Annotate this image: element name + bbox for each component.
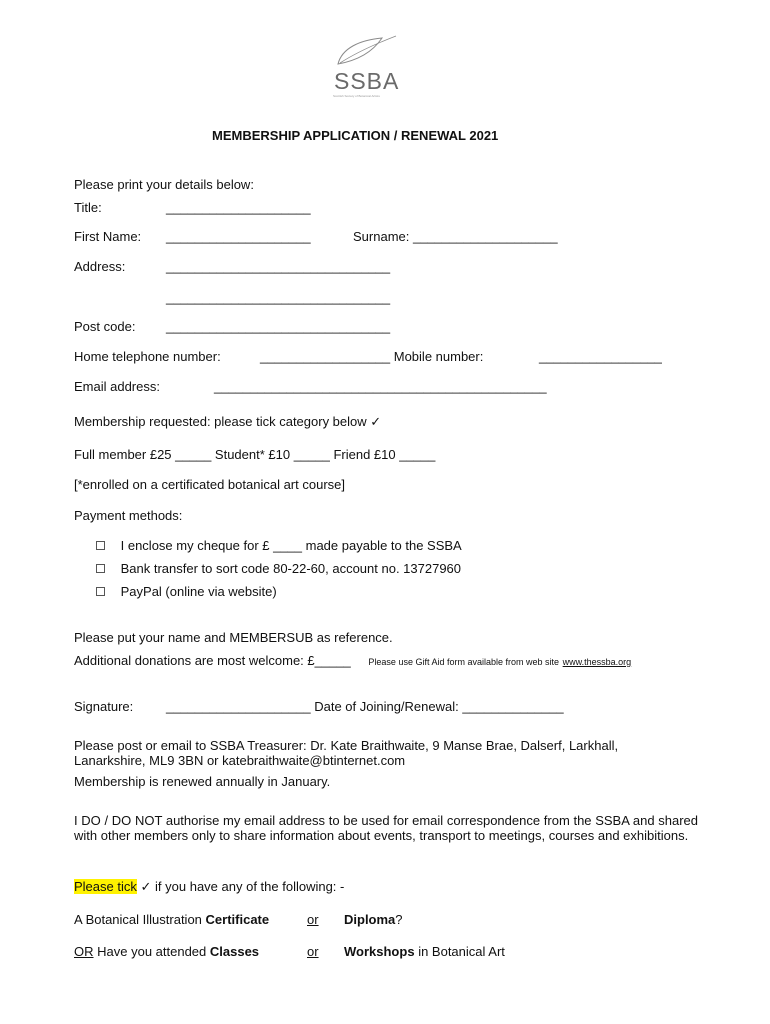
membership-categories[interactable]: Full member £25 _____ Student* £10 _____ Friend £10 _____ — [74, 447, 436, 462]
checkbox[interactable] — [96, 587, 105, 596]
donations-line — [74, 653, 631, 668]
membership-requested-text: Membership requested: please tick category below — [74, 414, 367, 429]
please-tick-line — [74, 879, 344, 895]
please-tick-highlight: Please tick — [74, 879, 137, 894]
payment-option-paypal[interactable] — [96, 584, 277, 599]
payment-option-label: Bank transfer to sort code 80-22-60, account no. 13727960 — [120, 561, 462, 576]
payment-option-cheque[interactable] — [96, 538, 462, 553]
postcode-label: Post code: — [74, 319, 136, 334]
home-tel-label: Home telephone number: — [74, 349, 221, 364]
student-note: [*enrolled on a certificated botanical art course] — [74, 477, 345, 492]
question-suffix: in Botanical Art — [418, 944, 505, 959]
signature-label: Signature: — [74, 699, 134, 714]
or-text: or — [307, 912, 319, 927]
home-tel-field[interactable]: __________________ Mobile number: — [260, 349, 484, 364]
classes-option[interactable]: Classes — [209, 944, 260, 959]
post-address-line-2: Lanarkshire, ML9 3BN or katebraithwaite@btinternet.com — [74, 753, 406, 768]
or-prefix: OR — [74, 944, 94, 959]
checkbox[interactable] — [96, 564, 105, 573]
title-field[interactable]: ____________________ — [166, 200, 311, 215]
renewal-note: Membership is renewed annually in January. — [74, 774, 331, 789]
payment-option-label: PayPal (online via website) — [120, 584, 277, 599]
workshops-question — [344, 944, 505, 959]
address-field-1[interactable]: _______________________________ — [166, 259, 391, 274]
tick-icon: ✓ — [370, 414, 382, 429]
question-certificate — [74, 912, 269, 927]
email-field[interactable]: ______________________________________________ — [214, 379, 547, 394]
surname-field[interactable]: Surname: ____________________ — [353, 229, 558, 244]
mobile-field[interactable]: _________________ — [539, 349, 662, 364]
website-link[interactable]: www.thessba.org — [562, 657, 632, 667]
payment-option-label: I enclose my cheque for £ ____ made payable to the SSBA — [120, 538, 462, 553]
or-text: or — [307, 944, 319, 959]
question-mark: ? — [395, 912, 403, 927]
postcode-field[interactable]: _______________________________ — [166, 319, 391, 334]
reference-note: Please put your name and MEMBERSUB as reference. — [74, 630, 393, 645]
question-text: A Botanical Illustration — [74, 912, 202, 927]
certificate-option[interactable]: Certificate — [205, 912, 270, 927]
payment-label: Payment methods: — [74, 508, 183, 523]
logo-text: SSBA — [334, 68, 400, 94]
intro-text: Please print your details below: — [74, 177, 254, 192]
membership-requested — [74, 414, 381, 430]
first-name-field[interactable]: ____________________ — [166, 229, 311, 244]
diploma-question — [344, 912, 403, 927]
question-classes — [74, 944, 259, 959]
email-label: Email address: — [74, 379, 160, 394]
address-field-2[interactable]: _______________________________ — [166, 290, 391, 305]
donations-text[interactable]: Additional donations are most welcome: £_____ — [74, 653, 351, 668]
diploma-option[interactable]: Diploma — [344, 912, 396, 927]
post-address-line-1: Please post or email to SSBA Treasurer: Dr. Kate Braithwaite, 9 Manse Brae, Dalserf, Larkhall, — [74, 738, 619, 753]
first-name-label: First Name: — [74, 229, 142, 244]
consent-text: I DO / DO NOT authorise my email address to be used for email correspondence from the SSBA and shared with other members only to share information about events, transport to meetings, courses and exhibitions. — [74, 813, 698, 843]
signature-field[interactable]: ____________________ Date of Joining/Renewal: ______________ — [166, 699, 564, 714]
form-title: MEMBERSHIP APPLICATION / RENEWAL 2021 — [212, 128, 499, 143]
please-tick-rest: if you have any of the following: - — [155, 879, 345, 894]
checkbox[interactable] — [96, 541, 105, 550]
tick-icon: ✓ — [140, 879, 152, 894]
logo-subtitle: Scottish Society of Botanical Artists — [333, 94, 380, 98]
title-label: Title: — [74, 200, 102, 215]
gift-aid-text: Please use Gift Aid form available from web site — [368, 657, 560, 667]
workshops-option[interactable]: Workshops — [344, 944, 415, 959]
address-label: Address: — [74, 259, 126, 274]
question-text: Have you attended — [97, 944, 207, 959]
payment-option-bank[interactable] — [96, 561, 461, 576]
